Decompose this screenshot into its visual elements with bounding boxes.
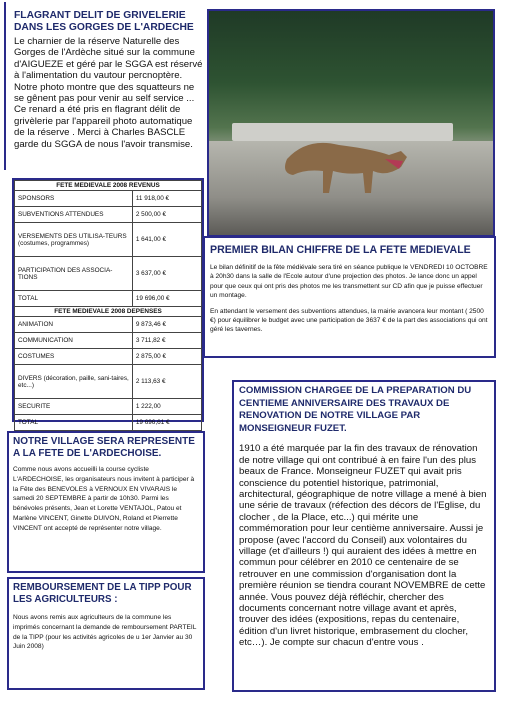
village-box	[7, 431, 205, 573]
bilan-title: PREMIER BILAN CHIFFRE DE LA FETE MEDIEVALE	[210, 244, 471, 256]
article-grivelerie	[4, 2, 204, 170]
fox-icon	[277, 119, 417, 199]
commission-body: 1910 a été marquée par la fin des travaux de rénovation de notre village qui ont contribué à en faire l'un des plus beaux de France. Monseigneur FUZET qui avait pris conscience du potentiel historique, patrimonial, architectural, géographique de notre village a mené à bien une série de travaux (réfection des décors de l'Eglise, du clocher , de la Place, etc...) qui mérite une commémoration pour leur centième anniversaire. Aussi je propose (avec l'accord du Conseil) aux volontaires du village (et d'ailleurs !) qui auraient des idées à mettre en commun pour célébrer en 2010 ce centenaire de se retrouver en une commission d'organisation dont la première réunion se tiendra courant NOVEMBRE de cette année. Vous pouvez déjà réfléchir, chercher des documents concernant notre village avant et après, trouver des idées (expositions, repas du centenaire, édition d'un livret historique, embrasement du clocher, etc…). Je compte sur chacun d'entre vous .	[239, 443, 487, 649]
tipp-box	[7, 577, 205, 690]
article-grivelerie-body: Le charnier de la réserve Naturelle des Gorges de l'Ardèche situé sur la commune d'AIGUEZE et géré par le SGGA est réservé à l'alimentation du vautour percnoptère. Notre photo montre que des squatteurs ne se gênent pas pour venir au self service ... Ce renard a été pris en flagrant délit de grivèlerie par l'appareil photo automatique de la réserve . Merci à Charles BASCLE garde du SGGA de nous l'avoir transmise.	[14, 36, 203, 150]
table-row: TOTAL	[15, 291, 133, 307]
revenus-title: FETE MEDIEVALE 2008 REVENUS	[15, 181, 202, 191]
table-row: COMMUNICATION	[15, 333, 133, 349]
bilan-box	[203, 236, 496, 358]
fox-photo	[207, 9, 495, 237]
article-grivelerie-title: FLAGRANT DELIT DE GRIVELERIE DANS LES GORGES DE L'ARDECHE	[14, 10, 194, 33]
tipp-body: Nous avons remis aux agriculteurs de la commune les imprimés concernant la demande de remboursement PARTEIL de la TIPP (pour les activités agricoles de u 1er Janvier au 30 Juin 2008)	[13, 614, 197, 651]
bilan-paragraph-2: En attendant le versement des subventions attendues, la mairie avancera leur montant ( 2500 €) pour équilibrer le budget avec une participation de 3637 € de la part des associations qui ont géré les tavernes.	[210, 307, 488, 334]
table-row: ANIMATION	[15, 317, 133, 333]
table-row: TOTAL	[15, 415, 133, 431]
table-row: SPONSORS	[15, 191, 133, 207]
table-row: PARTICIPATION DES ASSOCIA-TIONS	[15, 257, 133, 291]
commission-box	[232, 380, 496, 692]
table-row: VERSEMENTS DES UTILISA-TEURS (costumes, programmes)	[15, 223, 133, 257]
village-body: Comme nous avons accueilli la course cycliste L'ARDECHOISE, les organisateurs nous invitent à participer à la Fête des BENEVOLES à VERNOUX EN VIVARAIS le samedi 20 SEPTEMBRE à partir de 10h30. Parmi les bénévoles présents, Jean et Lorette VENTAJOL, Patou et Marlène VINCENT, Ginette DUIVON, Roland et Pierrette VINCENT ont accepté de représenter notre village.	[13, 466, 195, 532]
bilan-paragraph-1: Le bilan définitif de la fête médiévale sera tiré en séance publique le VENDREDI 10 OCTOBRE à 20h30 dans la salle de l'Ecole autour d'une projection des photos. Je lance donc un appel pour que ceux qui ont pris des photos me les transmettent sur CD afin que je puisse effectuer un montage.	[210, 264, 488, 300]
table-row: COSTUMES	[15, 349, 133, 365]
table-row: SUBVENTIONS ATTENDUES	[15, 207, 133, 223]
table-row: DIVERS (décoration, paille, sani-taires, etc...)	[15, 365, 133, 399]
fete-table: FETE MEDIEVALE 2008 REVENUS SPONSORS 11 918,00 € SUBVENTIONS ATTENDUES 2 500,00 € VERSEMENTS DES UTILISA-TEURS (costumes, programmes) 1 641,00 € PARTICIPATION DES ASSOCIA-TIONS 3 637,00 € TOTAL 19 696,00 € FETE MEDIEVALE 2008 DEPENSES ANIMATION 9 873,46 € COMMUNICATION 3 711,82 € COSTUMES 2 875,00 € DIVERS (décoration, paille, sani-taires, etc...) 2 113,63 € SECURITE 1 222,00 TOTAL 19 696,61 €	[14, 180, 202, 431]
tipp-title: REMBOURSEMENT DE LA TIPP POUR LES AGRICULTEURS :	[13, 582, 192, 605]
depenses-title: FETE MEDIEVALE 2008 DEPENSES	[15, 307, 202, 317]
village-title: NOTRE VILLAGE SERA REPRESENTE A LA FETE DE L'ARDECHOISE.	[13, 436, 195, 459]
table-row: SECURITE	[15, 399, 133, 415]
commission-title: COMMISSION CHARGEE DE LA PREPARATION DU CENTIEME ANNIVERSAIRE DES TRAVAUX DE RENOVATION DE NOTRE VILLAGE PAR MONSEIGNEUR FUZET.	[239, 385, 472, 434]
budget-table	[12, 178, 204, 426]
